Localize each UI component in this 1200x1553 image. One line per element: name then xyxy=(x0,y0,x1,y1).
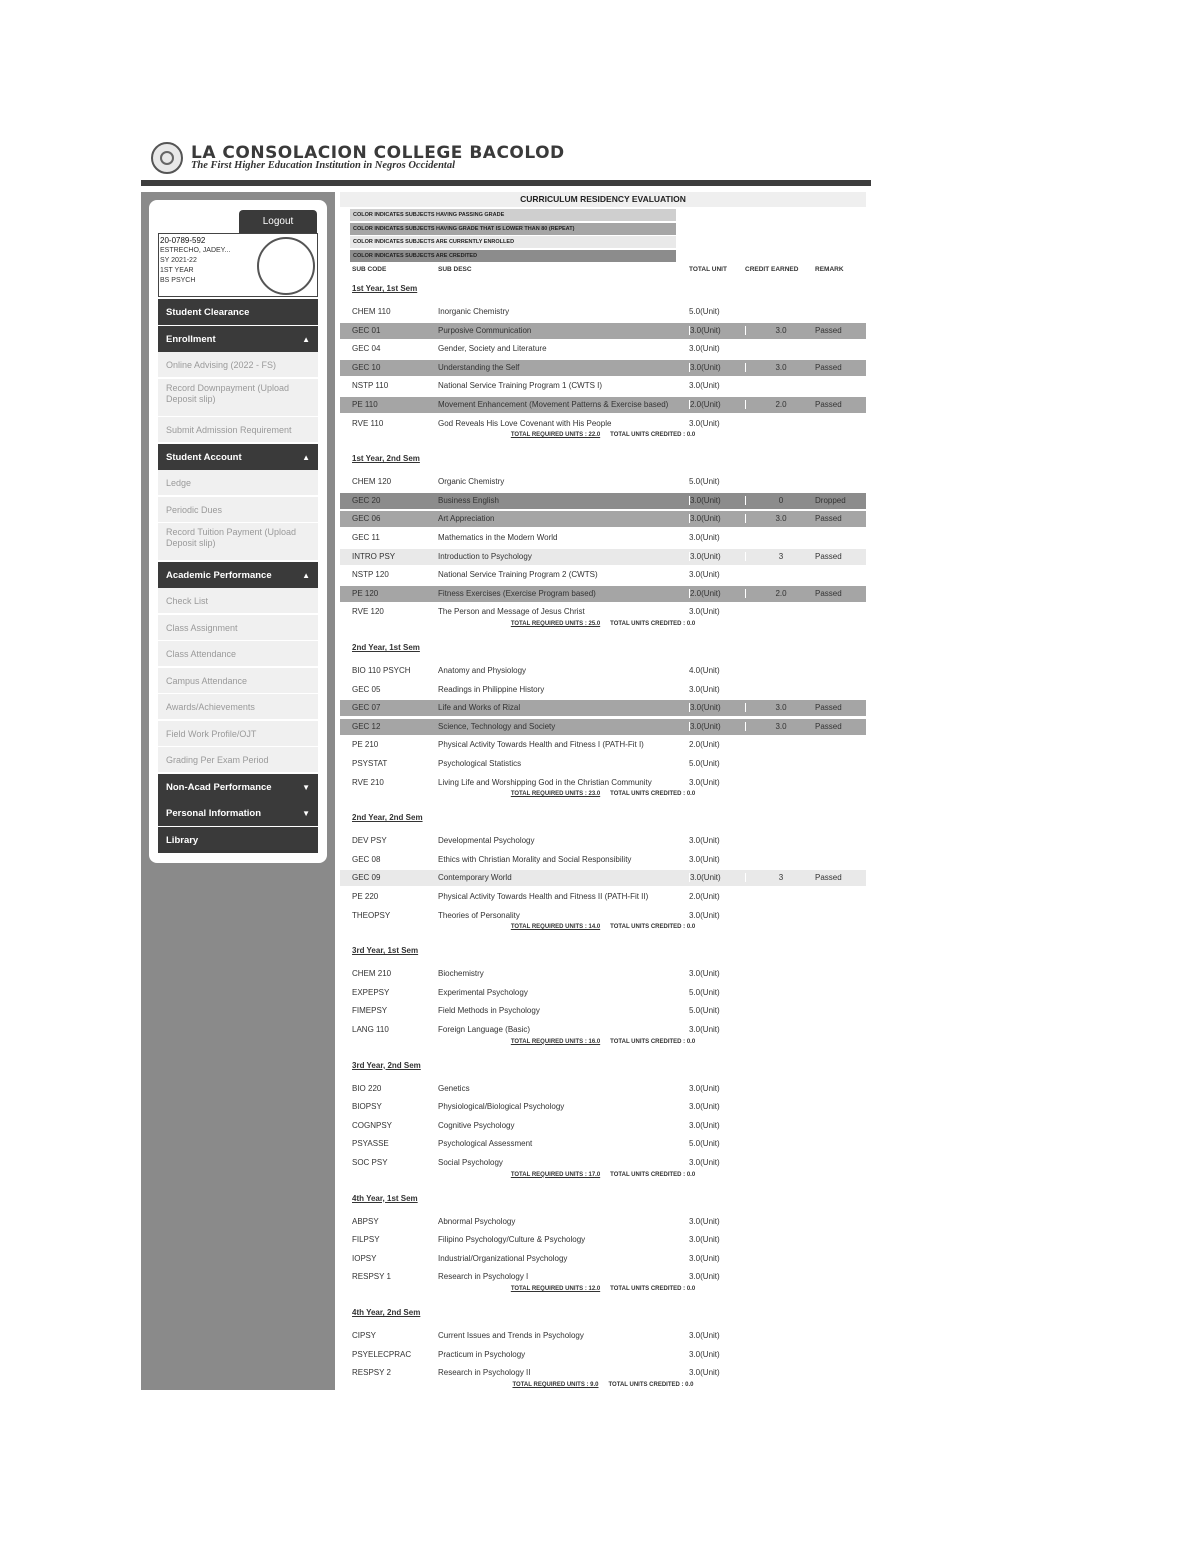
subject-code: LANG 110 xyxy=(352,1025,389,1034)
semester-heading: 4th Year, 1st Sem xyxy=(352,1193,418,1203)
sidebar-item-label: Student Clearance xyxy=(166,307,250,318)
chevron-up-icon[interactable]: ▲ xyxy=(302,452,310,462)
total-unit: 5.0(Unit) xyxy=(689,987,720,997)
total-unit: 3.0(Unit) xyxy=(689,1025,720,1034)
remark: Passed xyxy=(815,703,842,713)
subject-code: GEC 08 xyxy=(352,854,381,864)
total-units-credited: TOTAL UNITS CREDITED : 0.0 xyxy=(610,924,696,931)
total-unit: 3.0(Unit) xyxy=(689,496,740,505)
total-unit: 3.0(Unit) xyxy=(689,1272,720,1282)
semester-heading: 1st Year, 1st Sem xyxy=(352,284,418,293)
credit-earned: 3.0 xyxy=(745,514,816,523)
school-year: SY 2021-22 xyxy=(160,257,197,264)
column-header-credit: CREDIT EARNED xyxy=(745,266,799,273)
sidebar-item-label: Non-Acad Performance xyxy=(166,781,272,793)
credit-earned: 3.0 xyxy=(745,703,816,712)
subject-desc: Cognitive Psychology xyxy=(438,1120,515,1130)
total-units-credited: TOTAL UNITS CREDITED : 0.0 xyxy=(610,1286,696,1292)
legend-item: COLOR INDICATES SUBJECTS ARE CREDITED xyxy=(350,250,676,262)
table-row xyxy=(340,341,866,357)
subject-desc: Readings in Philippine History xyxy=(438,684,545,694)
subject-code: GEC 05 xyxy=(352,684,381,694)
subject-code: DEV PSY xyxy=(352,836,387,846)
total-unit: 2.0(Unit) xyxy=(689,892,720,901)
total-required-units: TOTAL REQUIRED UNITS : 17.0 xyxy=(510,1171,601,1178)
subject-desc: Biochemistry xyxy=(438,969,484,979)
sidebar-item-label: Library xyxy=(166,834,199,846)
table-row xyxy=(340,700,866,716)
total-unit: 3.0(Unit) xyxy=(689,1158,720,1167)
total-units-credited: TOTAL UNITS CREDITED : 0.0 xyxy=(610,432,696,439)
total-unit: 3.0(Unit) xyxy=(689,969,720,979)
header-divider xyxy=(141,180,871,186)
total-unit: 2.0(Unit) xyxy=(689,740,720,750)
total-unit: 3.0(Unit) xyxy=(689,1120,720,1130)
sidebar-item-awards-achievements[interactable] xyxy=(158,694,318,720)
total-unit: 3.0(Unit) xyxy=(689,722,740,731)
college-tagline: The First Higher Education Institution in Negros Occidental xyxy=(191,160,456,171)
subject-code: RVE 210 xyxy=(352,777,384,787)
column-header-remark: REMARK xyxy=(815,266,844,273)
total-unit: 3.0(Unit) xyxy=(689,1235,720,1245)
semester-totals xyxy=(340,1286,866,1292)
sidebar-item-online-advising-2022-fs[interactable] xyxy=(158,352,318,378)
semester-heading: 3rd Year, 2nd Sem xyxy=(352,1060,421,1070)
subject-desc: Movement Enhancement (Movement Patterns & Exercise based) xyxy=(438,400,669,409)
subject-desc: God Reveals His Love Covenant with His People xyxy=(438,418,612,428)
table-row xyxy=(340,1155,866,1171)
subject-desc: Psychological Assessment xyxy=(438,1139,533,1149)
sidebar-item-record-downpayment-upload-deposit-slip[interactable] xyxy=(158,379,318,417)
table-row xyxy=(340,1269,866,1285)
remark: Passed xyxy=(815,721,842,731)
subject-code: PE 220 xyxy=(352,892,379,901)
table-row xyxy=(340,397,866,413)
sidebar-item-submit-admission-requirement[interactable] xyxy=(158,417,318,443)
subject-desc: Introduction to Psychology xyxy=(438,551,532,561)
subject-code: PE 210 xyxy=(352,740,379,750)
subject-code: GEC 01 xyxy=(352,325,381,335)
subject-desc: Experimental Psychology xyxy=(438,987,528,997)
subject-desc: Research in Psychology II xyxy=(438,1368,531,1378)
table-row xyxy=(340,1003,866,1019)
total-unit: 3.0(Unit) xyxy=(689,1102,720,1112)
sidebar-item-label: Enrollment xyxy=(166,333,216,345)
sidebar-item-label: Submit Admission Requirement xyxy=(166,425,292,435)
subject-desc: Foreign Language (Basic) xyxy=(438,1025,531,1034)
credit-earned: 3 xyxy=(745,873,816,882)
sidebar-item-academic-performance[interactable] xyxy=(158,562,318,588)
credit-earned: 3.0 xyxy=(745,326,816,335)
total-unit: 3.0(Unit) xyxy=(689,1083,720,1093)
sidebar-item-label: Record Tuition Payment (Upload Deposit slip) xyxy=(166,527,297,548)
subject-desc: Gender, Society and Literature xyxy=(438,344,547,354)
sidebar-item-personal-information[interactable] xyxy=(158,800,318,826)
subject-code: SOC PSY xyxy=(352,1158,388,1167)
subject-code: RVE 120 xyxy=(352,607,384,617)
chevron-down-icon[interactable]: ▼ xyxy=(302,782,310,792)
total-units-credited: TOTAL UNITS CREDITED : 0.0 xyxy=(610,1038,696,1045)
table-row xyxy=(340,511,866,527)
sidebar-item-campus-attendance[interactable] xyxy=(158,668,318,694)
subject-code: GEC 06 xyxy=(352,514,381,524)
table-row xyxy=(340,1214,866,1230)
year-level: 1ST YEAR xyxy=(160,267,194,274)
subject-desc: National Service Training Program 1 (CWTS I) xyxy=(438,381,603,391)
subject-desc: Theories of Personality xyxy=(438,910,520,920)
subject-desc: Inorganic Chemistry xyxy=(438,307,510,316)
sidebar-item-record-tuition-payment-upload-deposit-slip[interactable] xyxy=(158,523,318,561)
total-unit: 3.0(Unit) xyxy=(689,326,740,335)
total-unit: 3.0(Unit) xyxy=(689,854,720,864)
subject-desc: Research in Psychology I xyxy=(438,1272,529,1282)
column-header-code: SUB CODE xyxy=(352,266,387,273)
subject-desc: Social Psychology xyxy=(438,1158,503,1167)
subject-desc: Industrial/Organizational Psychology xyxy=(438,1253,568,1263)
table-row xyxy=(340,889,866,905)
college-name: LA CONSOLACION COLLEGE BACOLOD xyxy=(191,143,565,163)
subject-code: GEC 20 xyxy=(352,495,381,505)
total-units-credited: TOTAL UNITS CREDITED : 0.0 xyxy=(610,791,696,798)
semester-totals xyxy=(340,1172,866,1178)
total-required-units: TOTAL REQUIRED UNITS : 22.0 xyxy=(510,432,601,439)
sidebar-item-label: Academic Performance xyxy=(166,569,272,581)
total-units-credited: TOTAL UNITS CREDITED : 0.0 xyxy=(608,1381,694,1388)
table-row xyxy=(340,1251,866,1267)
table-row xyxy=(340,1099,866,1115)
semester-totals xyxy=(340,1039,866,1045)
subject-code: PSYELECPRAC xyxy=(352,1349,412,1359)
total-units-credited: TOTAL UNITS CREDITED : 0.0 xyxy=(610,1171,696,1178)
subject-desc: Contemporary World xyxy=(438,873,512,883)
semester-totals xyxy=(340,791,866,797)
table-row xyxy=(340,1347,866,1363)
subject-code: EXPEPSY xyxy=(352,987,390,997)
total-unit: 3.0(Unit) xyxy=(689,703,740,712)
total-unit: 5.0(Unit) xyxy=(689,1139,720,1149)
total-unit: 5.0(Unit) xyxy=(689,1006,720,1016)
subject-desc: Life and Works of Rizal xyxy=(438,703,521,713)
subject-code: CHEM 110 xyxy=(352,307,391,316)
table-row xyxy=(340,549,866,565)
sidebar-item-label: Class Assignment xyxy=(166,622,238,633)
semester-totals xyxy=(340,432,866,438)
subject-code: RESPSY 1 xyxy=(352,1272,391,1282)
sidebar-item-label: Personal Information xyxy=(166,808,262,819)
subject-desc: Business English xyxy=(438,495,499,505)
total-unit: 3.0(Unit) xyxy=(689,570,720,580)
table-row xyxy=(340,416,866,432)
subject-code: NSTP 120 xyxy=(352,570,389,580)
semester-totals xyxy=(340,621,866,627)
table-row xyxy=(340,852,866,868)
table-row xyxy=(340,1136,866,1152)
table-row xyxy=(340,1081,866,1097)
subject-desc: Anatomy and Physiology xyxy=(438,666,527,675)
subject-desc: Fitness Exercises (Exercise Program based) xyxy=(438,588,596,598)
chevron-down-icon[interactable]: ▼ xyxy=(302,809,310,818)
total-unit: 3.0(Unit) xyxy=(689,777,720,787)
total-unit: 3.0(Unit) xyxy=(689,873,740,882)
semester-totals xyxy=(340,924,866,930)
college-seal-icon xyxy=(151,142,183,174)
subject-desc: Art Appreciation xyxy=(438,514,495,524)
subject-desc: Mathematics in the Modern World xyxy=(438,533,558,542)
sidebar-item-class-assignment[interactable] xyxy=(158,615,318,641)
table-row xyxy=(340,682,866,698)
subject-code: FILPSY xyxy=(352,1235,380,1245)
subject-desc: Practicum in Psychology xyxy=(438,1349,526,1359)
remark: Passed xyxy=(815,362,842,372)
subject-code: CHEM 210 xyxy=(352,969,392,979)
subject-desc: Understanding the Self xyxy=(438,362,520,372)
total-unit: 3.0(Unit) xyxy=(689,607,720,617)
table-row xyxy=(340,474,866,490)
sidebar-item-label: Campus Attendance xyxy=(166,675,248,686)
remark: Passed xyxy=(815,588,842,598)
subject-code: GEC 11 xyxy=(352,533,380,542)
legend-item: COLOR INDICATES SUBJECTS HAVING PASSING GRADE xyxy=(350,209,676,221)
total-unit: 3.0(Unit) xyxy=(689,1349,720,1359)
table-row xyxy=(340,360,866,376)
total-unit: 3.0(Unit) xyxy=(689,836,720,846)
credit-earned: 3.0 xyxy=(745,363,816,372)
remark: Dropped xyxy=(815,495,846,505)
student-id: 20-0789-592 xyxy=(160,236,206,245)
remark: Passed xyxy=(815,325,842,335)
total-unit: 3.0(Unit) xyxy=(689,514,740,523)
semester-heading: 4th Year, 2nd Sem xyxy=(352,1308,421,1317)
remark: Passed xyxy=(815,551,842,561)
subject-desc: Physical Activity Towards Health and Fitness I (PATH-Fit I) xyxy=(438,740,644,750)
subject-code: PSYASSE xyxy=(352,1139,389,1149)
remark: Passed xyxy=(815,400,842,409)
subject-code: GEC 10 xyxy=(352,362,381,372)
subject-desc: Field Methods in Psychology xyxy=(438,1006,540,1016)
legend-item: COLOR INDICATES SUBJECTS ARE CURRENTLY ENROLLED xyxy=(350,236,676,248)
subject-code: GEC 09 xyxy=(352,873,381,883)
table-row xyxy=(340,737,866,753)
total-unit: 2.0(Unit) xyxy=(689,589,740,598)
credit-earned: 3 xyxy=(745,552,816,561)
sidebar-item-label: Student Account xyxy=(166,451,242,463)
total-unit: 3.0(Unit) xyxy=(689,363,740,372)
subject-code: GEC 07 xyxy=(352,703,381,713)
total-required-units: TOTAL REQUIRED UNITS : 23.0 xyxy=(510,791,601,798)
subject-code: ABPSY xyxy=(352,1216,379,1226)
subject-code: RESPSY 2 xyxy=(352,1368,391,1378)
total-unit: 3.0(Unit) xyxy=(689,344,720,354)
student-name: ESTRECHO, JADEY... xyxy=(160,247,231,254)
table-row xyxy=(340,663,866,679)
chevron-up-icon[interactable]: ▲ xyxy=(302,334,310,344)
column-header-unit: TOTAL UNIT xyxy=(689,266,727,273)
credit-earned: 2.0 xyxy=(745,400,816,409)
subject-code: CHEM 120 xyxy=(352,477,392,487)
credit-earned: 0 xyxy=(745,496,816,505)
total-units-credited: TOTAL UNITS CREDITED : 0.0 xyxy=(610,621,696,627)
table-row xyxy=(340,586,866,602)
subject-desc: Filipino Psychology/Culture & Psychology xyxy=(438,1235,586,1245)
subject-code: COGNPSY xyxy=(352,1120,393,1130)
sidebar-item-label: Awards/Achievements xyxy=(166,702,255,712)
table-row xyxy=(340,567,866,583)
subject-desc: Physiological/Biological Psychology xyxy=(438,1102,565,1112)
total-unit: 3.0(Unit) xyxy=(689,381,720,391)
total-required-units: TOTAL REQUIRED UNITS : 14.0 xyxy=(510,924,601,931)
total-unit: 3.0(Unit) xyxy=(689,552,740,561)
subject-desc: Purposive Communication xyxy=(438,325,532,335)
sidebar-item-label: Record Downpayment (Upload Deposit slip) xyxy=(166,382,290,404)
sidebar-item-student-account[interactable] xyxy=(158,444,318,470)
course: BS PSYCH xyxy=(160,277,196,284)
semester-totals xyxy=(340,1382,866,1388)
total-unit: 4.0(Unit) xyxy=(689,666,720,675)
total-unit: 3.0(Unit) xyxy=(689,1368,720,1378)
table-row xyxy=(340,908,866,924)
subject-code: NSTP 110 xyxy=(352,381,389,391)
page-title: CURRICULUM RESIDENCY EVALUATION xyxy=(340,192,866,207)
sidebar-item-enrollment[interactable] xyxy=(158,326,318,352)
sidebar-item-label: Class Attendance xyxy=(166,649,237,659)
total-unit: 3.0(Unit) xyxy=(689,1331,720,1340)
total-unit: 3.0(Unit) xyxy=(689,910,720,920)
table-row xyxy=(340,304,866,320)
column-header-desc: SUB DESC xyxy=(438,266,472,273)
table-row xyxy=(340,378,866,394)
table-row xyxy=(340,756,866,772)
total-required-units: TOTAL REQUIRED UNITS : 25.0 xyxy=(510,621,601,627)
table-row xyxy=(340,493,866,509)
sidebar-item-label: Check List xyxy=(166,596,209,606)
remark: Passed xyxy=(815,873,842,883)
sidebar-item-class-attendance[interactable] xyxy=(158,641,318,667)
credit-earned: 2.0 xyxy=(745,589,816,598)
total-unit: 3.0(Unit) xyxy=(689,533,720,542)
total-unit: 5.0(Unit) xyxy=(689,307,720,316)
subject-desc: National Service Training Program 2 (CWTS) xyxy=(438,570,598,580)
subject-code: GEC 12 xyxy=(352,721,381,731)
table-row xyxy=(340,530,866,546)
total-unit: 5.0(Unit) xyxy=(689,759,720,768)
sidebar-item-check-list[interactable] xyxy=(158,588,318,614)
semester-heading: 1st Year, 2nd Sem xyxy=(352,454,420,464)
total-unit: 2.0(Unit) xyxy=(689,400,740,409)
total-required-units: TOTAL REQUIRED UNITS : 12.0 xyxy=(510,1286,601,1292)
table-row xyxy=(340,966,866,982)
subject-code: THEOPSY xyxy=(352,910,391,920)
sidebar-item-periodic-dues[interactable] xyxy=(158,497,318,523)
table-row xyxy=(340,1328,866,1344)
sidebar-item-ledge[interactable] xyxy=(158,470,318,496)
table-row xyxy=(340,775,866,791)
table-row xyxy=(340,1118,866,1134)
table-row xyxy=(340,323,866,339)
subject-desc: Physical Activity Towards Health and Fitness II (PATH-Fit II) xyxy=(438,892,649,901)
logout-button[interactable]: Logout xyxy=(239,210,317,234)
subject-desc: Psychological Statistics xyxy=(438,759,522,768)
total-required-units: TOTAL REQUIRED UNITS : 16.0 xyxy=(510,1038,601,1045)
sidebar-item-library[interactable] xyxy=(158,827,318,853)
subject-desc: Developmental Psychology xyxy=(438,836,535,846)
subject-code: FIMEPSY xyxy=(352,1006,388,1016)
sidebar-item-non-acad-performance[interactable] xyxy=(158,774,318,800)
avatar[interactable] xyxy=(257,237,315,295)
subject-desc: Abnormal Psychology xyxy=(438,1216,516,1226)
table-row xyxy=(340,1365,866,1381)
total-unit: 3.0(Unit) xyxy=(689,418,720,428)
table-row xyxy=(340,1022,866,1038)
sidebar-item-label: Field Work Profile/OJT xyxy=(166,728,257,739)
table-row xyxy=(340,604,866,620)
sidebar-item-grading-per-exam-period[interactable] xyxy=(158,747,318,773)
page-frame xyxy=(141,140,871,1390)
table-row xyxy=(340,1232,866,1248)
total-unit: 3.0(Unit) xyxy=(689,1253,720,1263)
total-required-units: TOTAL REQUIRED UNITS : 9.0 xyxy=(512,1381,599,1388)
subject-code: GEC 04 xyxy=(352,344,381,354)
subject-code: BIO 110 PSYCH xyxy=(352,666,411,675)
table-row xyxy=(340,870,866,886)
total-unit: 3.0(Unit) xyxy=(689,1216,720,1226)
subject-code: IOPSY xyxy=(352,1253,377,1263)
sidebar-item-label: Grading Per Exam Period xyxy=(166,755,269,765)
subject-code: PE 110 xyxy=(352,400,378,409)
subject-code: CIPSY xyxy=(352,1331,377,1340)
subject-desc: Science, Technology and Society xyxy=(438,721,556,731)
subject-desc: Living Life and Worshipping God in the Christian Community xyxy=(438,777,652,787)
subject-code: PSYSTAT xyxy=(352,759,388,768)
sidebar-item-label: Ledge xyxy=(166,478,192,488)
total-unit: 5.0(Unit) xyxy=(689,477,720,487)
subject-desc: Organic Chemistry xyxy=(438,477,505,487)
sidebar-item-label: Online Advising (2022 - FS) xyxy=(166,360,277,370)
subject-desc: Ethics with Christian Morality and Social Responsibility xyxy=(438,854,632,864)
subject-code: PE 120 xyxy=(352,588,379,598)
table-row xyxy=(340,985,866,1001)
sidebar-item-label: Periodic Dues xyxy=(166,504,223,515)
remark: Passed xyxy=(815,514,842,524)
chevron-up-icon[interactable]: ▲ xyxy=(302,570,310,580)
semester-heading: 2nd Year, 1st Sem xyxy=(352,643,420,652)
subject-code: INTRO PSY xyxy=(352,551,396,561)
sidebar-item-student-clearance[interactable] xyxy=(158,299,318,325)
profile-box xyxy=(158,233,318,297)
site-header xyxy=(141,140,871,182)
subject-code: BIOPSY xyxy=(352,1102,382,1112)
semester-heading: 3rd Year, 1st Sem xyxy=(352,946,419,956)
subject-code: BIO 220 xyxy=(352,1083,382,1093)
subject-desc: Current Issues and Trends in Psychology xyxy=(438,1331,584,1340)
subject-desc: The Person and Message of Jesus Christ xyxy=(438,607,585,617)
semester-heading: 2nd Year, 2nd Sem xyxy=(352,813,423,823)
subject-code: RVE 110 xyxy=(352,418,384,428)
table-row xyxy=(340,719,866,735)
subject-desc: Genetics xyxy=(438,1083,470,1093)
table-row xyxy=(340,833,866,849)
total-unit: 3.0(Unit) xyxy=(689,684,720,694)
legend-item: COLOR INDICATES SUBJECTS HAVING GRADE THAT IS LOWER THAN 80 (REPEAT) xyxy=(350,223,676,235)
credit-earned: 3.0 xyxy=(745,722,816,731)
sidebar-item-field-work-profile-ojt[interactable] xyxy=(158,721,318,747)
